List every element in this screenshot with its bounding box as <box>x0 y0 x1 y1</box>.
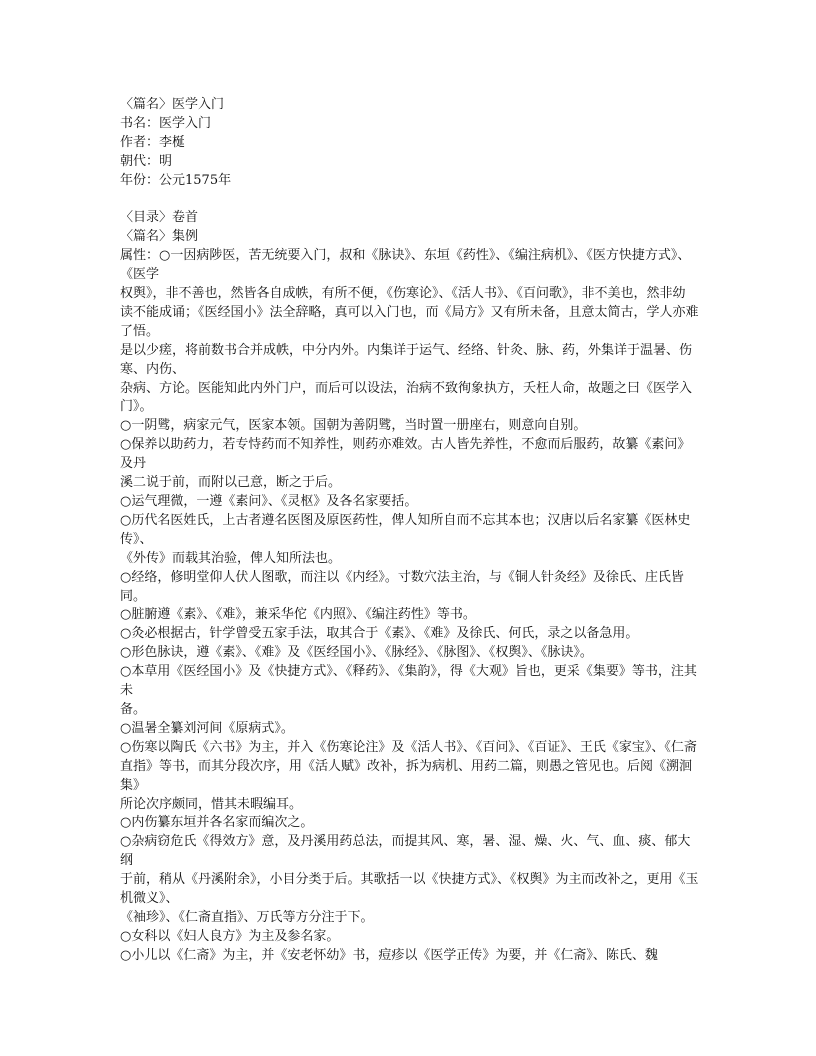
text-line: 读不能成诵；《医经国小》法全辞略，真可以入门也，而《局方》又有所未备，且意太简古，学人亦难了悟。 <box>120 304 699 339</box>
text-line: ○历代名医姓氏，上古者遵名医图及原医药性，俾人知所自而不忘其本也；汉唐以后名家纂《医林史传》、 <box>120 512 691 547</box>
text-line: 权舆》，非不善也，然皆各自成帙，有所不便，《伤寒论》、《活人书》、《百问歌》，非不美也，然非幼 <box>120 286 686 302</box>
text-line: 所论次序颇同，惜其未暇编耳。 <box>120 796 303 812</box>
text-line: 杂病、方论。医能知此内外门户，而后可以设法，治病不致徇象执方，夭枉人命，故题之曰《医学入门》。 <box>120 380 693 415</box>
text-line: ○灸必根据古，针学曾受五家手法，取其合于《素》、《难》及徐氏、何氏，录之以备急用。 <box>120 626 639 642</box>
text-line: ○脏腑遵《素》、《难》，兼采华佗《内照》、《编注药性》等书。 <box>120 607 476 623</box>
text-line: ○保养以助药力，若专恃药而不知养性，则药亦难效。古人皆先养性，不愈而后服药，故纂《素问》及丹 <box>120 437 691 472</box>
text-line: 是以少瘥，将前数书合并成帙，中分内外。内集详于运气、经络、针灸、脉、药，外集详于温暑、伤寒、内伤、 <box>120 342 693 377</box>
author: 作者：李梴 <box>120 134 186 150</box>
text-line: ○伤寒以陶氏《六书》为主，并入《伤寒论注》及《活人书》、《百问》、《百证》、王氏《家宝》、《仁斋直指》等书，而其分段次序，用《活人赋》改补，拆为病机、用药二篇，则愚之管见也。后阅《溯洄集》 <box>120 739 697 793</box>
text-line: ○运气理微，一遵《素问》、《灵枢》及各名家要括。 <box>120 494 418 510</box>
text-line: ○温暑全纂刘河间《原病式》。 <box>120 720 294 736</box>
text-line: 属性：○一因病陟医，苦无统要入门，叔和《脉诀》、东垣《药性》、《编注病机》、《医方快捷方式》、《医学 <box>120 248 691 283</box>
text-line: ○内伤纂东垣并各名家而编次之。 <box>120 815 314 831</box>
text-line: ○形色脉诀，遵《素》、《难》及《医经国小》、《脉经》、《脉图》、《权舆》、《脉诀》。 <box>120 645 593 661</box>
text-line: 备。 <box>120 701 147 717</box>
text-line: 《外传》而载其治验，俾人知所法也。 <box>120 550 342 566</box>
text-line: ○杂病窃危氏《得效方》意，及丹溪用药总法，而提其风、寒，暑、湿、燥、火、气、血、痰、郁大纲 <box>120 834 691 869</box>
book-name: 书名：医学入门 <box>120 115 212 131</box>
document-page <box>120 96 700 966</box>
year: 年份：公元1575年 <box>120 172 232 188</box>
dynasty: 朝代：明 <box>120 153 173 169</box>
toc-directory: 〈目录〉卷首 <box>120 210 199 226</box>
text-line: ○女科以《妇人良方》为主及参名家。 <box>120 928 340 944</box>
text-line: ○经络，修明堂仰人伏人图歌，而注以《内经》。寸数穴法主治，与《铜人针灸经》及徐氏、庄氏皆同。 <box>120 569 684 604</box>
toc-chapter: 〈篇名〉集例 <box>120 229 199 245</box>
text-line: 于前，稍从《丹溪附余》，小目分类于后。其歌括一以《快捷方式》、《权舆》为主而改补之，更用《玉机微义》、 <box>120 872 699 907</box>
text-line: 溪二说于前，而附以己意，断之于后。 <box>120 475 342 491</box>
text-line: ○一阴骘，病家元气，医家本领。国朝为善阴骘，当时置一册座右，则意向自别。 <box>120 418 587 434</box>
text-line: ○小儿以《仁斋》为主，并《安老怀幼》书，痘疹以《医学正传》为要，并《仁斋》、陈氏、魏 <box>120 947 658 963</box>
chapter-tag: 〈篇名〉医学入门 <box>120 97 225 112</box>
text-line: 《袖珍》、《仁斋直指》、万氏等方分注于下。 <box>120 909 374 925</box>
spacer <box>120 191 700 210</box>
text-line: ○本草用《医经国小》及《快捷方式》、《释药》、《集韵》，得《大观》旨也，更采《集要》等书，注其未 <box>120 664 697 699</box>
